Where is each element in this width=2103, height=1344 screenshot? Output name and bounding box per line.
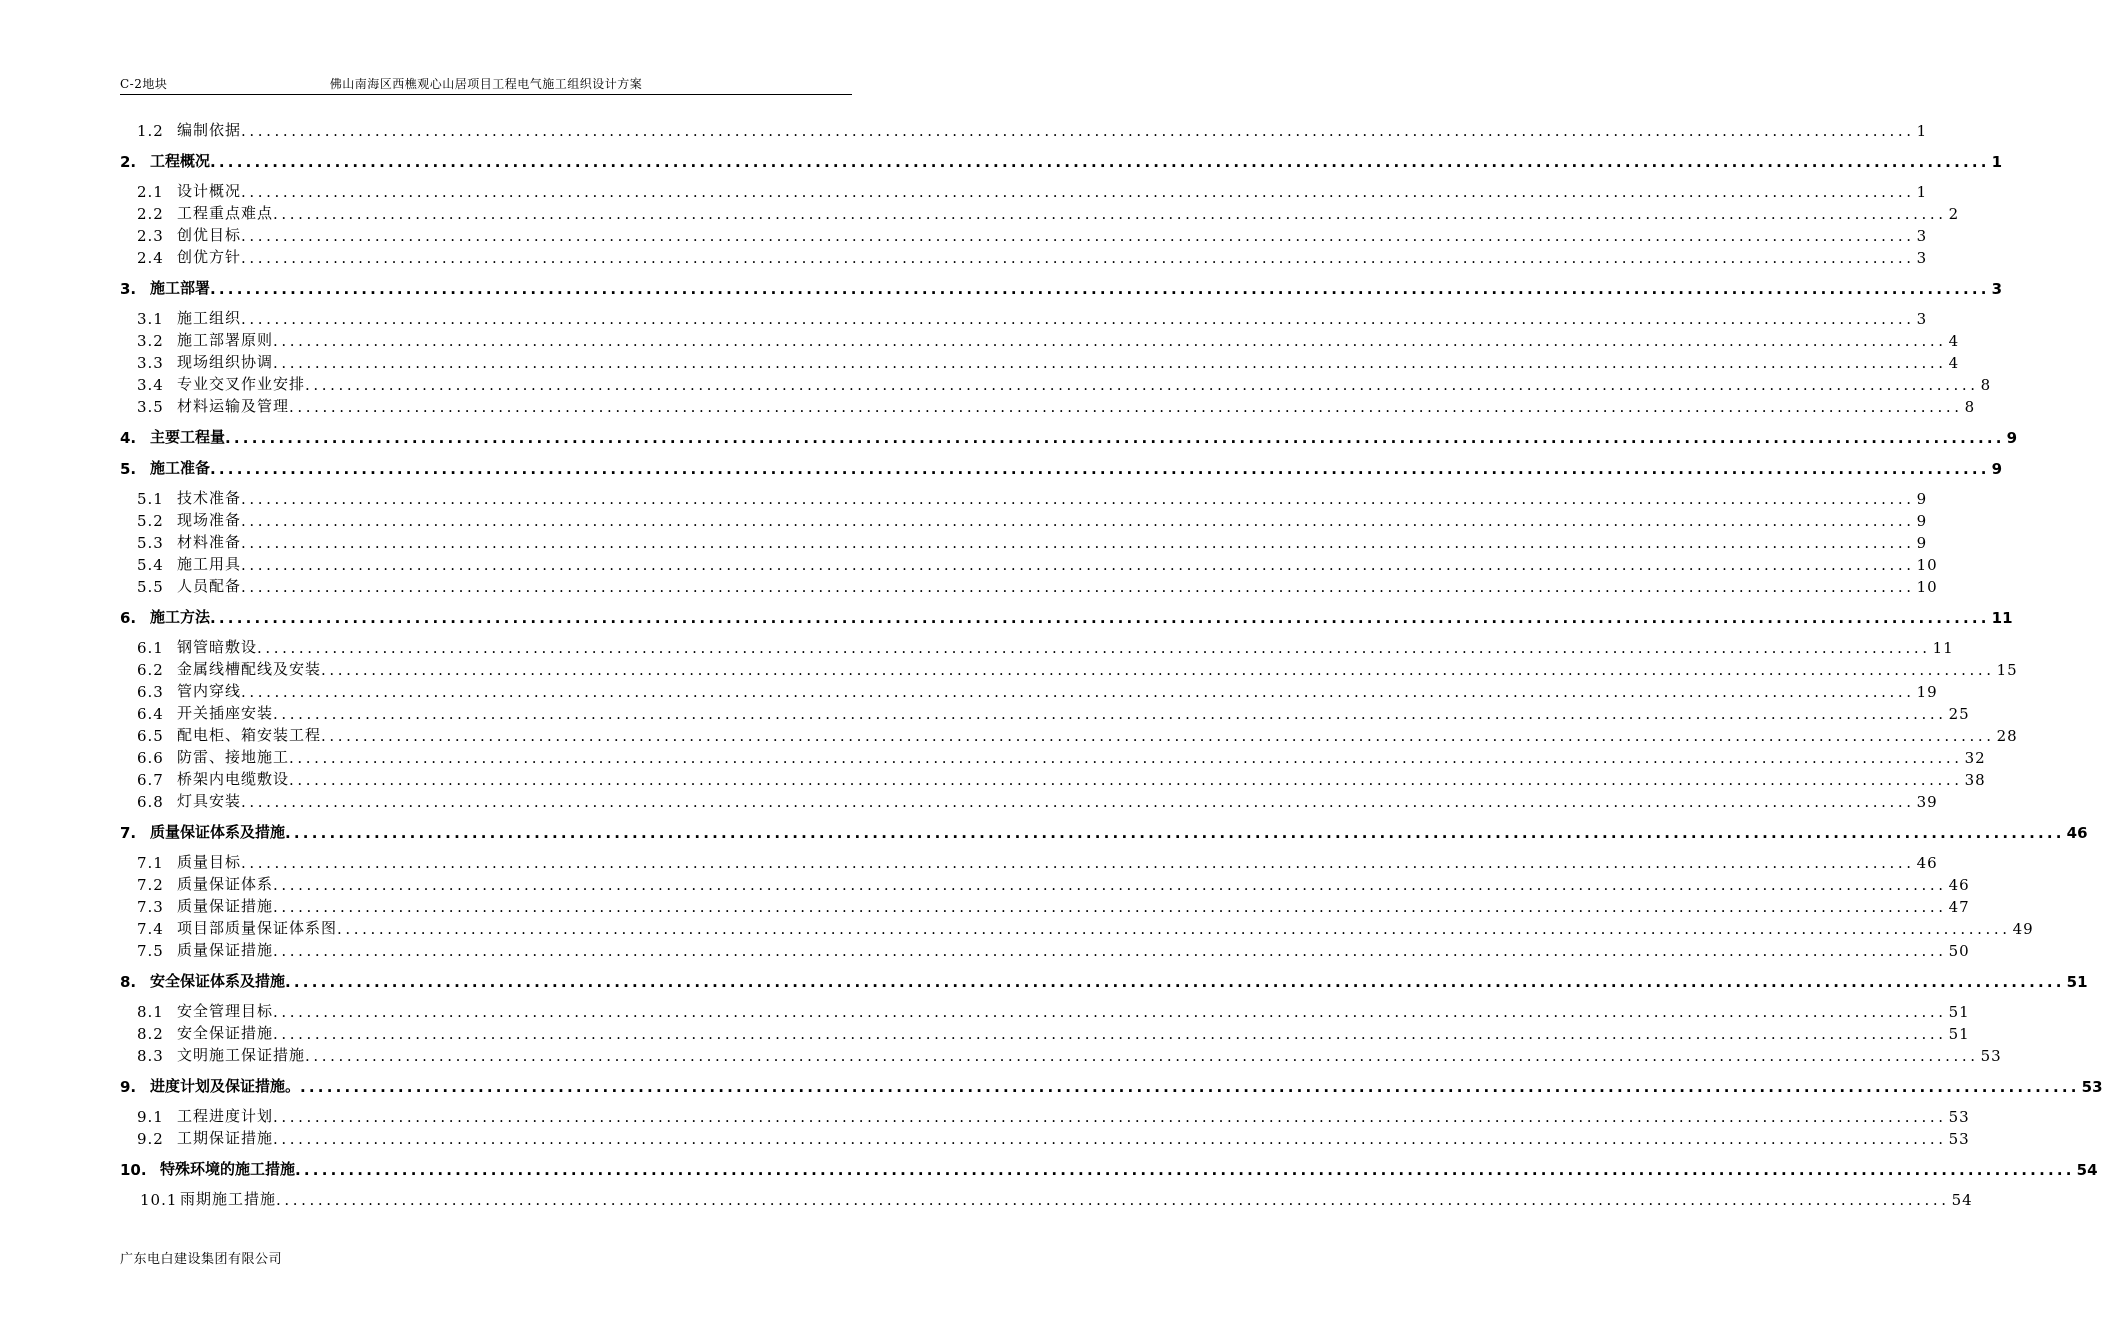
- toc-section-entry[interactable]: [120, 574, 1938, 596]
- toc-entry-number: 2.: [120, 153, 137, 171]
- toc-entry-title: 施工方法: [150, 608, 211, 626]
- toc-entry-number: 9.: [120, 1078, 137, 1096]
- toc-entry-title: 施工部署原则: [177, 331, 274, 349]
- toc-entry-number: 3.5: [137, 398, 164, 416]
- toc-entry-number: 8.2: [137, 1025, 164, 1043]
- toc-section-entry[interactable]: [120, 223, 1928, 245]
- toc-entry-number: 2.2: [137, 205, 164, 223]
- toc-entry-number: 6.3: [137, 683, 164, 701]
- toc-dot-leader: ........................................................................................................................................................................................................: [273, 1108, 1947, 1126]
- toc-chapter-entry[interactable]: [120, 820, 2088, 842]
- toc-entry-page-number: 1: [1916, 183, 1928, 201]
- toc-dot-leader: ........................................................................................................................................................................................................: [273, 354, 1947, 372]
- toc-dot-leader: ........................................................................................................................................................................................................: [241, 534, 1915, 552]
- toc-entry-title: 现场准备: [177, 511, 242, 529]
- toc-entry-title: 施工组织: [177, 309, 242, 327]
- toc-entry-number: 9.1: [137, 1108, 164, 1126]
- toc-entry-page-number: 9: [1916, 512, 1928, 530]
- page-header: [120, 72, 852, 95]
- toc-dot-leader: ........................................................................................................................................................................................................: [241, 310, 1915, 328]
- toc-section-entry[interactable]: [120, 372, 1992, 394]
- toc-entry-title: 质量目标: [177, 853, 242, 871]
- toc-section-entry[interactable]: [120, 938, 1970, 960]
- toc-entry-page-number: 10: [1916, 578, 1938, 596]
- toc-dot-leader: ........................................................................................................................................................................................................: [241, 854, 1915, 872]
- toc-entry-page-number: 46: [2066, 824, 2088, 842]
- toc-entry-title: 质量保证措施: [177, 897, 274, 915]
- toc-section-entry[interactable]: [120, 1104, 1970, 1126]
- toc-entry-number: 6.8: [137, 793, 164, 811]
- toc-entry-title: 特殊环境的施工措施: [160, 1160, 296, 1178]
- toc-entry-page-number: 8: [1964, 398, 1976, 416]
- toc-dot-leader: ........................................................................................................................................................................................................: [241, 556, 1915, 574]
- toc-dot-leader: ........................................................................................................................................................................................................: [273, 1003, 1947, 1021]
- toc-entry-title: 钢管暗敷设: [177, 638, 258, 656]
- toc-section-entry[interactable]: [120, 530, 1928, 552]
- toc-entry-number: 3.2: [137, 332, 164, 350]
- toc-entry-title: 施工部署: [150, 279, 211, 297]
- toc-dot-leader: ........................................................................................................................................................................................................: [273, 898, 1947, 916]
- toc-dot-leader: ........................................................................................................................................................................................................: [289, 398, 1963, 416]
- toc-entry-number: 8.: [120, 973, 137, 991]
- toc-entry-number: 6.1: [137, 639, 164, 657]
- toc-entry-title: 工程重点难点: [177, 204, 274, 222]
- toc-entry-page-number: 9: [2006, 429, 2018, 447]
- toc-dot-leader: ........................................................................................................................................................................................................: [257, 639, 1931, 657]
- toc-section-entry[interactable]: [120, 657, 2018, 679]
- header-plot-label: C-2地块: [120, 77, 168, 91]
- toc-entry-title: 灯具安装: [177, 792, 242, 810]
- toc-entry-number: 6.6: [137, 749, 164, 767]
- toc-entry-number: 3.3: [137, 354, 164, 372]
- toc-entry-title: 质量保证体系: [177, 875, 274, 893]
- toc-entry-page-number: 3: [1916, 227, 1928, 245]
- toc-dot-leader: ........................................................................................................................................................................................................: [241, 122, 1915, 140]
- toc-section-entry[interactable]: [120, 723, 2018, 745]
- toc-dot-leader: ........................................................................................................................................................................................................: [241, 512, 1915, 530]
- toc-entry-page-number: 53: [2081, 1078, 2103, 1096]
- toc-entry-number: 6.5: [137, 727, 164, 745]
- toc-section-entry[interactable]: [120, 872, 1970, 894]
- toc-entry-page-number: 25: [1948, 705, 1970, 723]
- toc-entry-page-number: 3: [1916, 249, 1928, 267]
- toc-entry-page-number: 1: [1991, 153, 2003, 171]
- toc-entry-page-number: 9: [1916, 490, 1928, 508]
- toc-section-entry[interactable]: [120, 1126, 1970, 1148]
- toc-entry-title: 设计概况: [177, 182, 242, 200]
- toc-entry-page-number: 11: [1991, 609, 2013, 627]
- toc-chapter-entry[interactable]: [120, 276, 2003, 298]
- toc-entry-page-number: 49: [2012, 920, 2034, 938]
- toc-section-entry[interactable]: [120, 850, 1938, 872]
- toc-entry-page-number: 51: [1948, 1025, 1970, 1043]
- toc-section-entry[interactable]: [120, 679, 1938, 701]
- toc-dot-leader: ........................................................................................................................................................................................................: [273, 1130, 1947, 1148]
- toc-entry-page-number: 19: [1916, 683, 1938, 701]
- toc-dot-leader: ........................................................................................................................................................................................................: [273, 705, 1947, 723]
- toc-entry-number: 5.2: [137, 512, 164, 530]
- toc-entry-page-number: 10: [1916, 556, 1938, 574]
- toc-entry-page-number: 51: [1948, 1003, 1970, 1021]
- toc-entry-title: 创优目标: [177, 226, 242, 244]
- toc-section-entry[interactable]: [120, 1043, 2002, 1065]
- toc-entry-page-number: 32: [1964, 749, 1986, 767]
- toc-entry-title: 主要工程量: [150, 428, 226, 446]
- toc-dot-leader: ........................................................................................................................................................................................................: [210, 153, 1990, 171]
- toc-entry-title: 配电柜、箱安装工程: [177, 726, 322, 744]
- toc-section-entry[interactable]: [120, 767, 1986, 789]
- toc-entry-title: 雨期施工措施: [180, 1190, 277, 1208]
- toc-entry-number: 5.: [120, 460, 137, 478]
- toc-entry-number: 6.2: [137, 661, 164, 679]
- toc-entry-title: 质量保证体系及措施: [150, 823, 286, 841]
- toc-dot-leader: ........................................................................................................................................................................................................: [273, 942, 1947, 960]
- toc-entry-number: 8.1: [137, 1003, 164, 1021]
- toc-entry-page-number: 53: [1948, 1108, 1970, 1126]
- toc-entry-page-number: 28: [1996, 727, 2018, 745]
- toc-dot-leader: ........................................................................................................................................................................................................: [289, 749, 1963, 767]
- toc-entry-number: 5.3: [137, 534, 164, 552]
- toc-entry-title: 进度计划及保证措施。: [150, 1077, 301, 1095]
- toc-entry-title: 人员配备: [177, 577, 242, 595]
- toc-dot-leader: ........................................................................................................................................................................................................: [289, 771, 1963, 789]
- toc-entry-page-number: 9: [1991, 460, 2003, 478]
- toc-dot-leader: ........................................................................................................................................................................................................: [276, 1191, 1950, 1209]
- toc-entry-number: 6.4: [137, 705, 164, 723]
- toc-entry-page-number: 15: [1996, 661, 2018, 679]
- toc-section-entry[interactable]: [120, 916, 2034, 938]
- toc-section-entry[interactable]: [120, 306, 1928, 328]
- toc-entry-title: 工程进度计划: [177, 1107, 274, 1125]
- toc-entry-number: 7.3: [137, 898, 164, 916]
- toc-entry-title: 开关插座安装: [177, 704, 274, 722]
- toc-entry-page-number: 47: [1948, 898, 1970, 916]
- toc-entry-number: 10.: [120, 1161, 147, 1179]
- toc-section-entry[interactable]: [120, 486, 1928, 508]
- toc-entry-number: 4.: [120, 429, 137, 447]
- toc-entry-number: 8.3: [137, 1047, 164, 1065]
- toc-section-entry[interactable]: [120, 552, 1938, 574]
- toc-entry-page-number: 11: [1932, 639, 1954, 657]
- toc-section-entry[interactable]: [120, 894, 1970, 916]
- toc-entry-page-number: 50: [1948, 942, 1970, 960]
- toc-dot-leader: ........................................................................................................................................................................................................: [321, 727, 1995, 745]
- toc-entry-title: 金属线槽配线及安装: [177, 660, 322, 678]
- toc-section-entry[interactable]: [120, 635, 1954, 657]
- toc-section-entry[interactable]: [120, 328, 1960, 350]
- toc-dot-leader: ........................................................................................................................................................................................................: [285, 973, 2065, 991]
- toc-section-entry[interactable]: [120, 394, 1976, 416]
- toc-dot-leader: ........................................................................................................................................................................................................: [305, 376, 1979, 394]
- toc-entry-number: 7.2: [137, 876, 164, 894]
- toc-dot-leader: ........................................................................................................................................................................................................: [241, 793, 1915, 811]
- toc-entry-number: 5.4: [137, 556, 164, 574]
- toc-entry-title: 工程概况: [150, 152, 211, 170]
- toc-section-entry[interactable]: [120, 179, 1928, 201]
- toc-entry-number: 2.1: [137, 183, 164, 201]
- toc-entry-title: 编制依据: [177, 121, 242, 139]
- toc-entry-title: 专业交叉作业安排: [177, 375, 306, 393]
- toc-entry-title: 现场组织协调: [177, 353, 274, 371]
- toc-entry-title: 施工准备: [150, 459, 211, 477]
- toc-entry-page-number: 46: [1948, 876, 1970, 894]
- toc-entry-title: 工期保证措施: [177, 1129, 274, 1147]
- toc-section-entry[interactable]: [120, 1021, 1970, 1043]
- toc-dot-leader: ........................................................................................................................................................................................................: [241, 249, 1915, 267]
- toc-chapter-entry[interactable]: [120, 456, 2003, 478]
- toc-entry-number: 7.4: [137, 920, 164, 938]
- toc-entry-number: 7.1: [137, 854, 164, 872]
- toc-entry-number: 9.2: [137, 1130, 164, 1148]
- toc-dot-leader: ........................................................................................................................................................................................................: [210, 280, 1990, 298]
- toc-section-entry[interactable]: [120, 508, 1928, 530]
- toc-dot-leader: ........................................................................................................................................................................................................: [295, 1161, 2075, 1179]
- toc-dot-leader: ........................................................................................................................................................................................................: [210, 460, 1990, 478]
- toc-dot-leader: ........................................................................................................................................................................................................: [321, 661, 1995, 679]
- toc-dot-leader: ........................................................................................................................................................................................................: [337, 920, 2011, 938]
- toc-entry-title: 安全保证体系及措施: [150, 972, 286, 990]
- toc-dot-leader: ........................................................................................................................................................................................................: [273, 205, 1947, 223]
- toc-entry-page-number: 54: [2076, 1161, 2098, 1179]
- toc-section-entry[interactable]: [120, 201, 1960, 223]
- toc-entry-title: 材料准备: [177, 533, 242, 551]
- toc-dot-leader: ........................................................................................................................................................................................................: [241, 490, 1915, 508]
- toc-entry-title: 创优方针: [177, 248, 242, 266]
- toc-entry-title: 质量保证措施: [177, 941, 274, 959]
- toc-entry-page-number: 53: [1980, 1047, 2002, 1065]
- toc-entry-page-number: 3: [1991, 280, 2003, 298]
- toc-dot-leader: ........................................................................................................................................................................................................: [241, 683, 1915, 701]
- toc-chapter-entry[interactable]: [120, 149, 2003, 171]
- toc-entry-title: 施工用具: [177, 555, 242, 573]
- toc-entry-page-number: 9: [1916, 534, 1928, 552]
- toc-dot-leader: ........................................................................................................................................................................................................: [273, 1025, 1947, 1043]
- toc-chapter-entry[interactable]: [120, 969, 2088, 991]
- toc-entry-page-number: 53: [1948, 1130, 1970, 1148]
- toc-dot-leader: ........................................................................................................................................................................................................: [241, 578, 1915, 596]
- toc-dot-leader: ........................................................................................................................................................................................................: [225, 429, 2005, 447]
- toc-entry-page-number: 46: [1916, 854, 1938, 872]
- toc-entry-number: 3.: [120, 280, 137, 298]
- toc-entry-title: 防雷、接地施工: [177, 748, 290, 766]
- toc-entry-number: 2.4: [137, 249, 164, 267]
- header-document-title: 佛山南海区西樵观心山居项目工程电气施工组织设计方案: [329, 77, 643, 91]
- toc-entry-title: 桥架内电缆敷设: [177, 770, 290, 788]
- toc-section-entry[interactable]: [120, 1187, 1973, 1209]
- toc-entry-page-number: 4: [1948, 354, 1960, 372]
- toc-dot-leader: ........................................................................................................................................................................................................: [300, 1078, 2080, 1096]
- toc-entry-title: 安全管理目标: [177, 1002, 274, 1020]
- toc-entry-number: 7.5: [137, 942, 164, 960]
- toc-entry-number: 1.2: [137, 122, 164, 140]
- toc-dot-leader: ........................................................................................................................................................................................................: [241, 183, 1915, 201]
- toc-dot-leader: ........................................................................................................................................................................................................: [210, 609, 1990, 627]
- toc-entry-page-number: 39: [1916, 793, 1938, 811]
- toc-chapter-entry[interactable]: [120, 1074, 2103, 1096]
- toc-section-entry[interactable]: [120, 789, 1938, 811]
- toc-entry-title: 管内穿线: [177, 682, 242, 700]
- toc-entry-number: 2.3: [137, 227, 164, 245]
- toc-dot-leader: ........................................................................................................................................................................................................: [285, 824, 2065, 842]
- toc-entry-number: 7.: [120, 824, 137, 842]
- toc-dot-leader: ........................................................................................................................................................................................................: [305, 1047, 1979, 1065]
- toc-chapter-entry[interactable]: [120, 425, 2018, 447]
- toc-entry-number: 6.7: [137, 771, 164, 789]
- toc-section-entry[interactable]: [120, 350, 1960, 372]
- toc-section-entry[interactable]: [120, 701, 1970, 723]
- toc-entry-title: 项目部质量保证体系图: [177, 919, 338, 937]
- toc-entry-page-number: 8: [1980, 376, 1992, 394]
- table-of-contents: [120, 118, 2103, 1209]
- toc-entry-title: 文明施工保证措施: [177, 1046, 306, 1064]
- toc-entry-title: 技术准备: [177, 489, 242, 507]
- footer-company: 广东电白建设集团有限公司: [120, 1252, 283, 1267]
- toc-entry-number: 5.5: [137, 578, 164, 596]
- toc-entry-number: 3.4: [137, 376, 164, 394]
- toc-entry-number: 10.1: [140, 1191, 178, 1209]
- toc-entry-title: 材料运输及管理: [177, 397, 290, 415]
- toc-entry-page-number: 38: [1964, 771, 1986, 789]
- toc-entry-page-number: 51: [2066, 973, 2088, 991]
- toc-entry-number: 5.1: [137, 490, 164, 508]
- toc-section-entry[interactable]: [120, 745, 1986, 767]
- toc-dot-leader: ........................................................................................................................................................................................................: [273, 876, 1947, 894]
- toc-entry-title: 安全保证措施: [177, 1024, 274, 1042]
- toc-entry-page-number: 1: [1916, 122, 1928, 140]
- toc-entry-page-number: 3: [1916, 310, 1928, 328]
- toc-entry-number: 3.1: [137, 310, 164, 328]
- toc-section-entry[interactable]: [120, 118, 1928, 140]
- toc-section-entry[interactable]: [120, 245, 1928, 267]
- toc-dot-leader: ........................................................................................................................................................................................................: [241, 227, 1915, 245]
- toc-dot-leader: ........................................................................................................................................................................................................: [273, 332, 1947, 350]
- toc-section-entry[interactable]: [120, 999, 1970, 1021]
- toc-chapter-entry[interactable]: [120, 1157, 2098, 1179]
- toc-entry-page-number: 4: [1948, 332, 1960, 350]
- toc-entry-page-number: 2: [1948, 205, 1960, 223]
- toc-entry-page-number: 54: [1951, 1191, 1973, 1209]
- toc-chapter-entry[interactable]: [120, 605, 2013, 627]
- toc-entry-number: 6.: [120, 609, 137, 627]
